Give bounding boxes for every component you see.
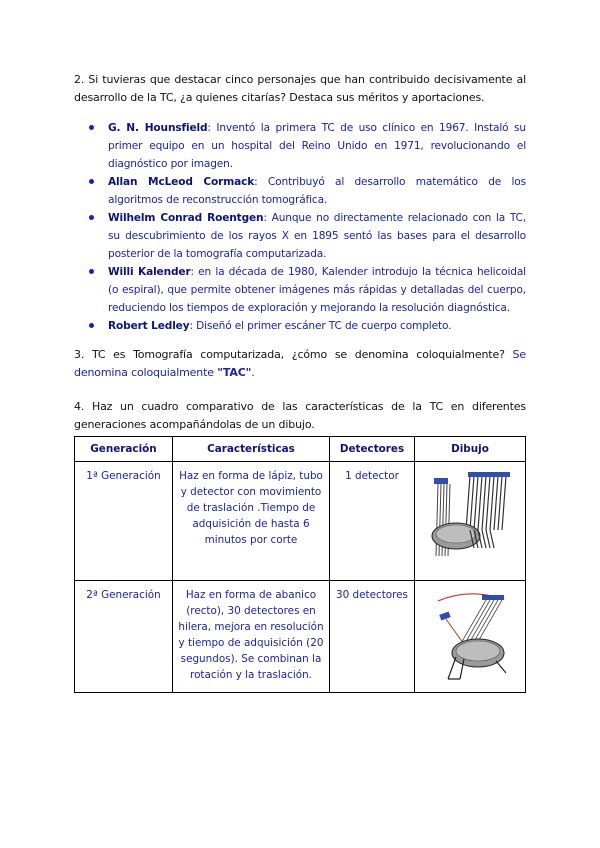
question-3-text: 3. TC es Tomografía computarizada, ¿cómo se denomina coloquialmente? [74,348,505,361]
detector-icon [482,595,504,600]
list-item [88,263,526,317]
header-characteristics: Características [173,437,330,462]
second-generation-drawing [426,587,514,683]
generation-cell: 2ª Generación [75,581,173,693]
contributor-text: : en la década de 1980, Kalender introdujo la técnica helicoidal (o espiral), que permite obtener imágenes más rápidas y detalladas del cuerpo, reduciendo los tiempos de exploración y mejorando la resolución diagnóstica. [108,266,526,314]
drawing-cell [415,581,526,693]
tube-icon [439,611,450,620]
question-2: 2. Si tuvieras que destacar cinco personajes que han contribuido decisivamente al desarrollo de la TC, ¿a quienes citarías? Destaca sus méritos y aportaciones. [74,73,526,104]
detector-icon [468,472,510,477]
table-row [75,462,526,581]
generation-cell: 1ª Generación [75,462,173,581]
question-3 [74,346,526,382]
header-drawing: Dibujo [415,437,526,462]
question-3-answer-end: . [251,366,255,379]
characteristics-cell: Haz en forma de lápiz, tubo y detector con movimiento de traslación .Tiempo de adquisición de hasta 6 minutos por corte [173,462,330,581]
question-4: 4. Haz un cuadro comparativo de las características de la TC en diferentes generaciones acompañándolas de un dibujo. [74,400,526,431]
contributors-list [88,119,526,335]
bullet-icon [89,125,94,130]
detector-bars [466,476,506,530]
generations-table [74,436,526,693]
detectors-cell: 1 detector [330,462,415,581]
bullet-icon [89,269,94,274]
bullet-icon [89,215,94,220]
contributor-name: Allan McLeod Cormack [108,176,255,188]
contributor-name: Robert Ledley [108,320,190,332]
list-item [88,119,526,173]
contributor-name: Wilhelm Conrad Roentgen [108,212,264,224]
contributor-text: : Contribuyó al desarrollo matemático de los algoritmos de reconstrucción tomográfica. [108,176,526,206]
contributor-text: : Diseñó el primer escáner TC de cuerpo completo. [189,320,452,332]
table-row [75,581,526,693]
table-header-row [75,437,526,462]
header-detectors: Detectores [330,437,415,462]
bullet-icon [89,323,94,328]
list-item [88,209,526,263]
header-generation: Generación [75,437,173,462]
list-item [88,317,526,335]
contributor-text: : Inventó la primera TC de uso clínico en 1967. Instaló su primer equipo en un hospital del Reino Unido en 1971, revolucionando el diagnóstico por imagen. [108,122,526,170]
tube-icon [434,478,448,484]
detectors-cell: 30 detectores [330,581,415,693]
drawing-cell [415,462,526,581]
contributor-text: : Aunque no directamente relacionado con la TC, su descubrimiento de los rayos X en 1895 sentó las bases para el desarrollo posterior de la tomografía computarizada. [108,212,526,260]
contributor-name: Willi Kalender [108,266,191,278]
contributor-name: G. N. Hounsfield [108,122,208,134]
first-generation-drawing [426,468,514,564]
question-3-answer: Se denomina coloquialmente [74,348,526,379]
list-item [88,173,526,209]
bullet-icon [89,179,94,184]
characteristics-cell: Haz en forma de abanico (recto), 30 detectores en hilera, mejora en resolución y tiempo de adquisición (20 segundos). Se combinan la rotación y la traslación. [173,581,330,693]
question-3-answer-term: "TAC" [217,366,252,379]
